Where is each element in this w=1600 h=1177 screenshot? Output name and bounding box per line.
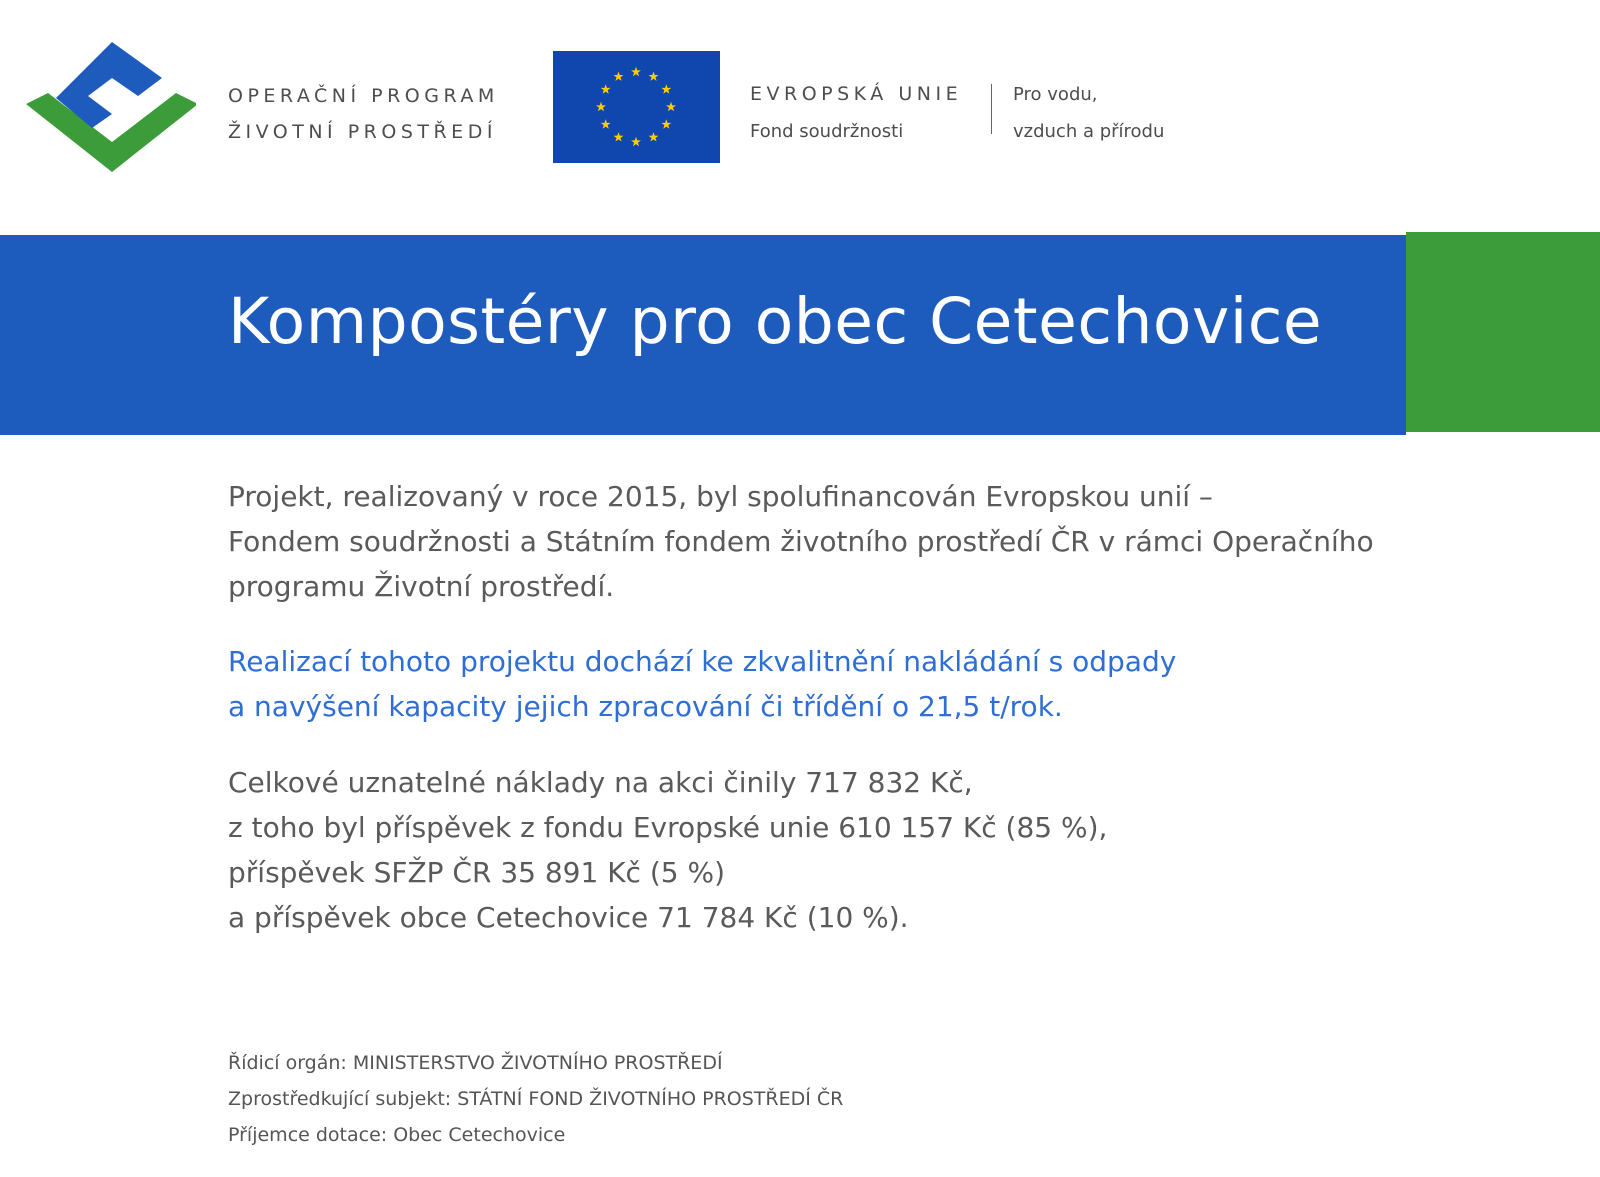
eu-subtitle: Fond soudržnosti xyxy=(750,121,904,142)
slogan-line2: vzduch a přírodu xyxy=(1013,121,1165,142)
eu-star xyxy=(666,102,676,111)
eu-star xyxy=(649,71,659,80)
eu-star xyxy=(614,71,624,80)
eu-name xyxy=(750,76,962,150)
paragraph-funding-line1: Projekt, realizovaný v roce 2015, byl spolufinancován Evropskou unií – xyxy=(228,480,1213,513)
footer-managing-authority: Řídicí orgán: MINISTERSTVO ŽIVOTNÍHO PROSTŘEDÍ xyxy=(228,1052,723,1074)
paragraph-costs-line1: Celkové uznatelné náklady na akci činily 717 832 Kč, xyxy=(228,766,973,799)
eu-star xyxy=(596,102,606,111)
divider xyxy=(991,84,992,134)
paragraph-costs-line3: příspěvek SFŽP ČR 35 891 Kč (5 %) xyxy=(228,856,726,889)
eu-star xyxy=(649,132,659,141)
eu-star xyxy=(601,84,611,93)
eu-star xyxy=(614,132,624,141)
opzp-logo-icon xyxy=(26,40,196,176)
program-name xyxy=(228,78,499,150)
page-title: Kompostéry pro obec Cetechovice xyxy=(228,285,1323,358)
eu-star xyxy=(661,119,671,128)
title-banner-accent xyxy=(1406,232,1600,432)
header xyxy=(0,0,1600,200)
eu-title: EVROPSKÁ UNIE xyxy=(750,83,963,105)
paragraph-funding xyxy=(228,474,1408,609)
paragraph-goal-line1: Realizací tohoto projektu dochází ke zkvalitnění nakládání s odpady xyxy=(228,645,1177,678)
paragraph-funding-line3: programu Životní prostředí. xyxy=(228,570,615,603)
paragraph-funding-line2: Fondem soudržnosti a Státním fondem životního prostředí ČR v rámci Operačního xyxy=(228,525,1374,558)
eu-star xyxy=(631,67,641,76)
paragraph-goal xyxy=(228,639,1408,729)
paragraph-costs-line2: z toho byl příspěvek z fondu Evropské unie 610 157 Kč (85 %), xyxy=(228,811,1108,844)
eu-star xyxy=(631,137,641,146)
paragraph-goal-line2: a navýšení kapacity jejich zpracování či třídění o 21,5 t/rok. xyxy=(228,690,1063,723)
paragraph-costs-line4: a příspěvek obce Cetechovice 71 784 Kč (10 %). xyxy=(228,901,909,934)
slogan xyxy=(1013,76,1164,150)
eu-flag-icon xyxy=(553,51,720,163)
footer xyxy=(228,1045,843,1153)
program-name-line2: ŽIVOTNÍ PROSTŘEDÍ xyxy=(228,121,497,143)
eu-star xyxy=(661,84,671,93)
footer-recipient: Příjemce dotace: Obec Cetechovice xyxy=(228,1124,566,1146)
footer-intermediate-body: Zprostředkující subjekt: STÁTNÍ FOND ŽIVOTNÍHO PROSTŘEDÍ ČR xyxy=(228,1088,844,1110)
program-name-line1: OPERAČNÍ PROGRAM xyxy=(228,85,499,107)
eu-star xyxy=(601,119,611,128)
slogan-line1: Pro vodu, xyxy=(1013,84,1098,105)
paragraph-costs xyxy=(228,760,1408,940)
